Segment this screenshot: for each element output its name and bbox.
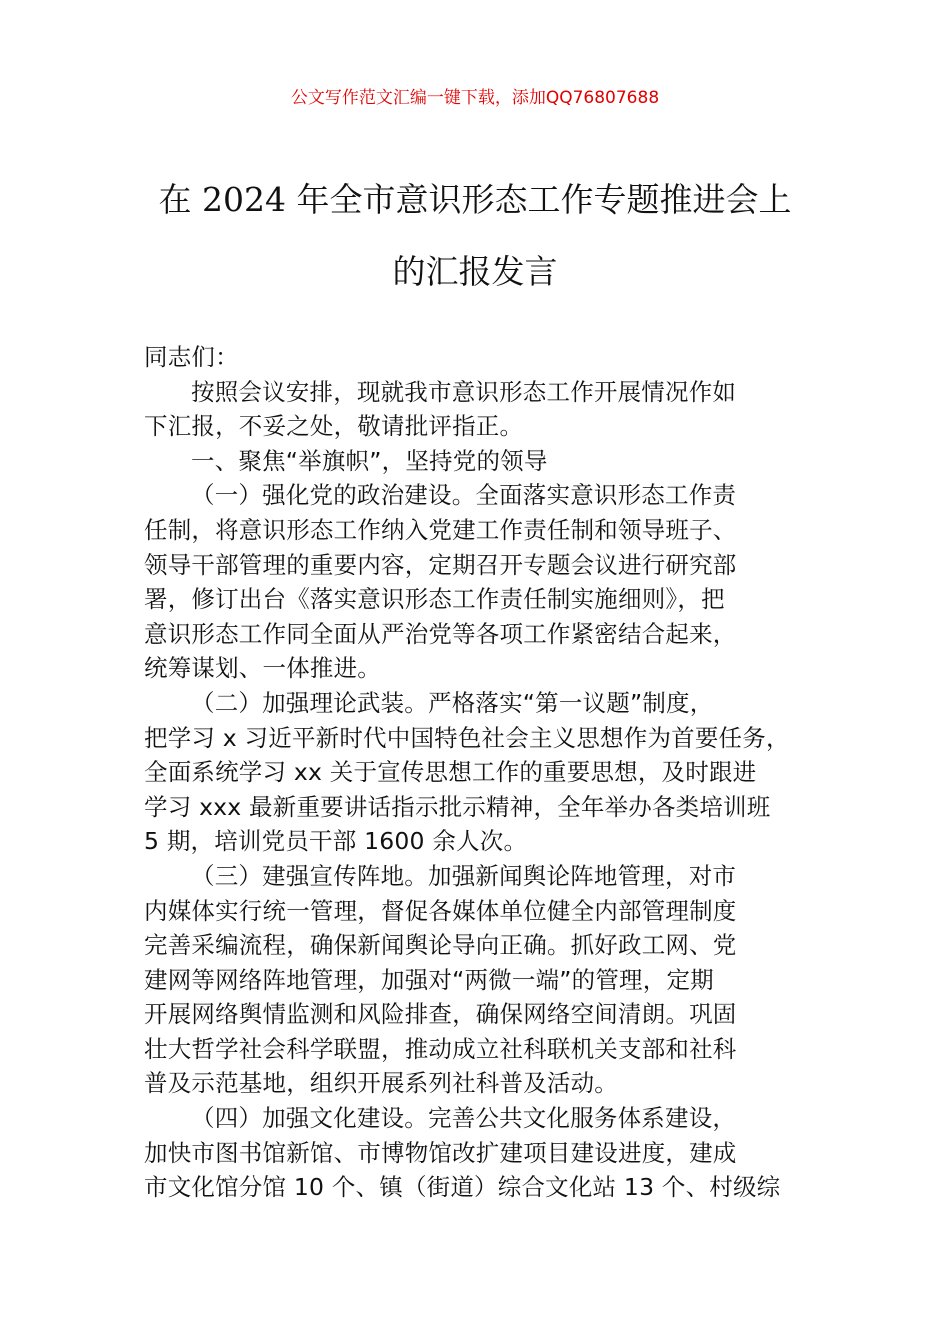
paragraph-line: （四）加强文化建设。完善公共文化服务体系建设， [191, 1104, 737, 1133]
paragraph-line: 全面系统学习 xx 关于宣传思想工作的重要思想，及时跟进 [144, 758, 757, 787]
document-title-line-1: 在 2024 年全市意识形态工作专题推进会上 [158, 180, 792, 219]
paragraph-line: 建网等网络阵地管理，加强对“两微一端”的管理，定期 [144, 965, 714, 994]
paragraph-line: （二）加强理论武装。严格落实“第一议题”制度， [191, 688, 714, 717]
paragraph-line: 按照会议安排，现就我市意识形态工作开展情况作如 [191, 377, 737, 406]
paragraph-line: 把学习 x 习近平新时代中国特色社会主义思想作为首要任务， [144, 723, 790, 752]
paragraph-line: 普及示范基地，组织开展系列社科普及活动。 [144, 1069, 618, 1098]
document-body [144, 340, 816, 1205]
paragraph-line: 内媒体实行统一管理，督促各媒体单位健全内部管理制度 [144, 896, 737, 925]
paragraph-line: 壮大哲学社会科学联盟，推动成立社科联机关支部和社科 [144, 1034, 737, 1063]
paragraph-line: 市文化馆分馆 10 个、镇（街道）综合文化站 13 个、村级综 [144, 1173, 781, 1202]
paragraph-line: 下汇报，不妥之处，敬请批评指正。 [144, 412, 524, 441]
paragraph-line: 统筹谋划、一体推进。 [144, 654, 381, 683]
paragraph-line: 署，修订出台《落实意识形态工作责任制实施细则》，把 [144, 585, 725, 614]
paragraph-line: 领导干部管理的重要内容，定期召开专题会议进行研究部 [144, 550, 737, 579]
paragraph-line: 意识形态工作同全面从严治党等各项工作紧密结合起来， [144, 619, 737, 648]
download-banner[interactable]: 公文写作范文汇编一键下载，添加QQ76807688 [290, 88, 660, 108]
paragraph-line: （一）强化党的政治建设。全面落实意识形态工作责 [191, 481, 737, 510]
paragraph-line: 完善采编流程，确保新闻舆论导向正确。抓好政工网、党 [144, 931, 737, 960]
paragraph-line: 加快市图书馆新馆、市博物馆改扩建项目建设进度，建成 [144, 1138, 737, 1167]
salutation: 同志们： [144, 343, 239, 371]
paragraph-line: （三）建强宣传阵地。加强新闻舆论阵地管理，对市 [191, 861, 737, 890]
paragraph-line: 5 期，培训党员干部 1600 余人次。 [144, 827, 528, 856]
paragraph-line: 任制，将意识形态工作纳入党建工作责任制和领导班子、 [144, 515, 737, 544]
section-heading: 一、聚焦“举旗帜”，坚持党的领导 [191, 446, 548, 475]
paragraph-line: 学习 xxx 最新重要讲话指示批示精神，全年举办各类培训班 [144, 792, 771, 821]
paragraph-line: 开展网络舆情监测和风险排查，确保网络空间清朗。巩固 [144, 1000, 737, 1029]
document-title-line-2: 的汇报发言 [392, 252, 558, 291]
